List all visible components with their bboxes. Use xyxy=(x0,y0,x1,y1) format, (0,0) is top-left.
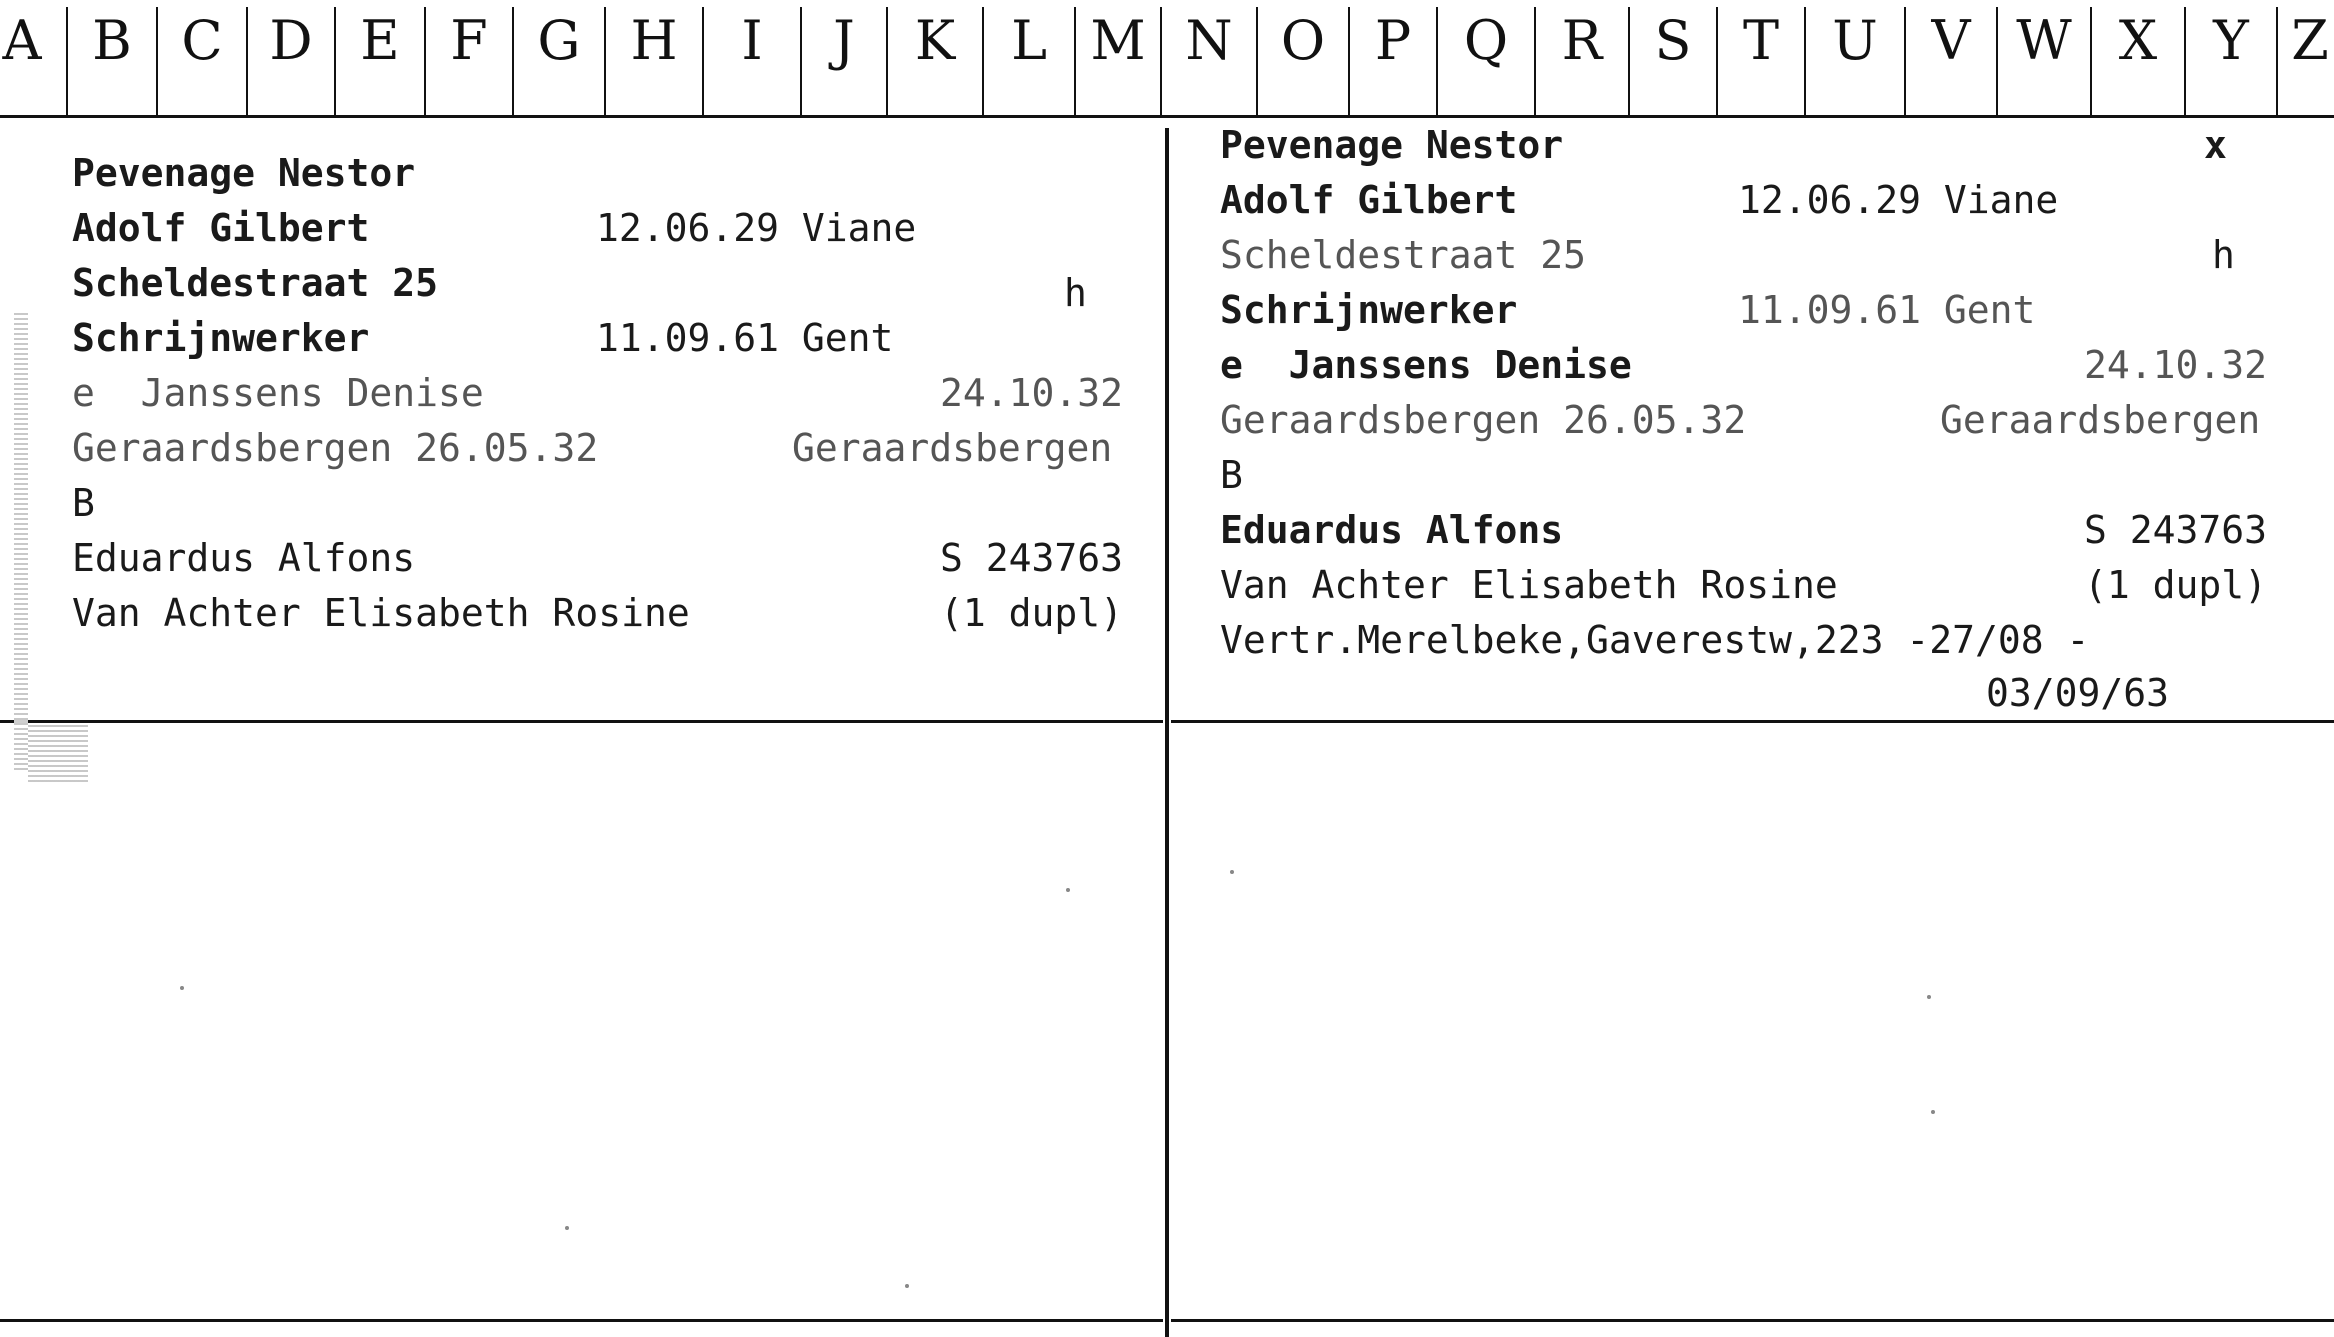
mother-name: Van Achter Elisabeth Rosine xyxy=(72,591,690,635)
ruler-letter-o[interactable]: O xyxy=(1280,9,1326,72)
scan-speck xyxy=(565,1226,569,1230)
duplicate-note: (1 dupl) xyxy=(940,591,1124,635)
birth-date-place: 12.06.29 Viane xyxy=(1738,178,2059,222)
street-address: Scheldestraat 25 xyxy=(72,261,439,305)
ruler-letter-x[interactable]: X xyxy=(2118,9,2158,72)
ruler-letter-z[interactable]: Z xyxy=(2291,9,2329,72)
departure-note: Vertr.Merelbeke,Gaverestw,223 -27/08 - xyxy=(1220,618,2090,662)
occupation: Schrijnwerker xyxy=(1220,288,1518,332)
spouse-birthplace: Geraardsbergen 26.05.32 xyxy=(1220,398,1747,442)
mark-x: x xyxy=(2204,123,2227,167)
ruler-letter-s[interactable]: S xyxy=(1654,9,1692,72)
ruler-letter-a[interactable]: A xyxy=(2,9,42,72)
ruler-tick xyxy=(2276,7,2278,115)
duplicate-note: (1 dupl) xyxy=(2084,563,2268,607)
left-card-bottom-rule xyxy=(0,720,1163,723)
marriage-date-place: 11.09.61 Gent xyxy=(596,316,894,360)
person-name: Pevenage Nestor xyxy=(72,151,416,195)
street-address: Scheldestraat 25 xyxy=(1220,233,1587,277)
ruler-letter-g[interactable]: G xyxy=(537,9,581,72)
left-index-card xyxy=(72,150,1152,710)
departure-date: 03/09/63 xyxy=(1986,671,2170,715)
ruler-letter-p[interactable]: P xyxy=(1374,9,1412,72)
ruler-letter-r[interactable]: R xyxy=(1561,9,1603,72)
ruler-letter-i[interactable]: I xyxy=(741,9,763,72)
ruler-letter-h[interactable]: H xyxy=(630,9,678,72)
reference-number: S 243763 xyxy=(2084,508,2268,552)
spouse-date: 24.10.32 xyxy=(940,371,1124,415)
scan-smudge xyxy=(28,724,88,782)
right-index-card xyxy=(1220,122,2320,722)
scan-speck xyxy=(180,986,184,990)
ruler-letter-k[interactable]: K xyxy=(914,9,956,72)
ruler-letter-t[interactable]: T xyxy=(1742,9,1780,72)
scan-speck xyxy=(1066,888,1070,892)
spouse-name: e Janssens Denise xyxy=(72,371,484,415)
occupation: Schrijnwerker xyxy=(72,316,370,360)
ruler-letter-n[interactable]: N xyxy=(1185,9,1233,72)
given-names: Adolf Gilbert xyxy=(1220,178,1518,222)
ruler-letter-y[interactable]: Y xyxy=(2213,9,2249,72)
ruler-letter-e[interactable]: E xyxy=(360,9,400,72)
alphabet-ruler xyxy=(0,0,2334,118)
mother-name: Van Achter Elisabeth Rosine xyxy=(1220,563,1838,607)
ruler-letter-v[interactable]: V xyxy=(1931,9,1971,72)
left-lower-bottom-rule xyxy=(0,1319,1163,1322)
ruler-letter-l[interactable]: L xyxy=(1011,9,1047,72)
given-names: Adolf Gilbert xyxy=(72,206,370,250)
ruler-letter-j[interactable]: J xyxy=(833,9,855,72)
child-name: Eduardus Alfons xyxy=(72,536,416,580)
spouse-place-secondary: Geraardsbergen xyxy=(1940,398,2261,442)
ruler-letter-w[interactable]: W xyxy=(2016,9,2072,72)
ruler-letter-q[interactable]: Q xyxy=(1463,9,1509,72)
ruler-letter-f[interactable]: F xyxy=(450,9,488,72)
mark-b: B xyxy=(1220,453,1243,497)
birth-date-place: 12.06.29 Viane xyxy=(596,206,917,250)
spouse-name: e Janssens Denise xyxy=(1220,343,1632,387)
reference-number: S 243763 xyxy=(940,536,1124,580)
scan-speck xyxy=(905,1284,909,1288)
ruler-letter-b[interactable]: B xyxy=(92,9,132,72)
spouse-birthplace: Geraardsbergen 26.05.32 xyxy=(72,426,599,470)
scan-speck xyxy=(1230,870,1234,874)
ruler-letter-u[interactable]: U xyxy=(1832,9,1878,72)
ruler-letter-m[interactable]: M xyxy=(1090,9,1146,72)
scan-speck xyxy=(1927,995,1931,999)
ruler-letter-d[interactable]: D xyxy=(269,9,313,72)
scan-speck xyxy=(1931,1110,1935,1114)
person-name: Pevenage Nestor xyxy=(1220,123,1564,167)
spouse-place-secondary: Geraardsbergen xyxy=(792,426,1113,470)
mark-h: h xyxy=(1064,271,1087,315)
mark-b: B xyxy=(72,481,95,525)
ruler-letter-c[interactable]: C xyxy=(181,9,223,72)
child-name: Eduardus Alfons xyxy=(1220,508,1564,552)
spouse-date: 24.10.32 xyxy=(2084,343,2268,387)
center-divider xyxy=(1165,128,1169,1337)
mark-h: h xyxy=(2212,233,2235,277)
marriage-date-place: 11.09.61 Gent xyxy=(1738,288,2036,332)
scan-smudge xyxy=(14,310,28,770)
right-lower-bottom-rule xyxy=(1171,1319,2334,1322)
